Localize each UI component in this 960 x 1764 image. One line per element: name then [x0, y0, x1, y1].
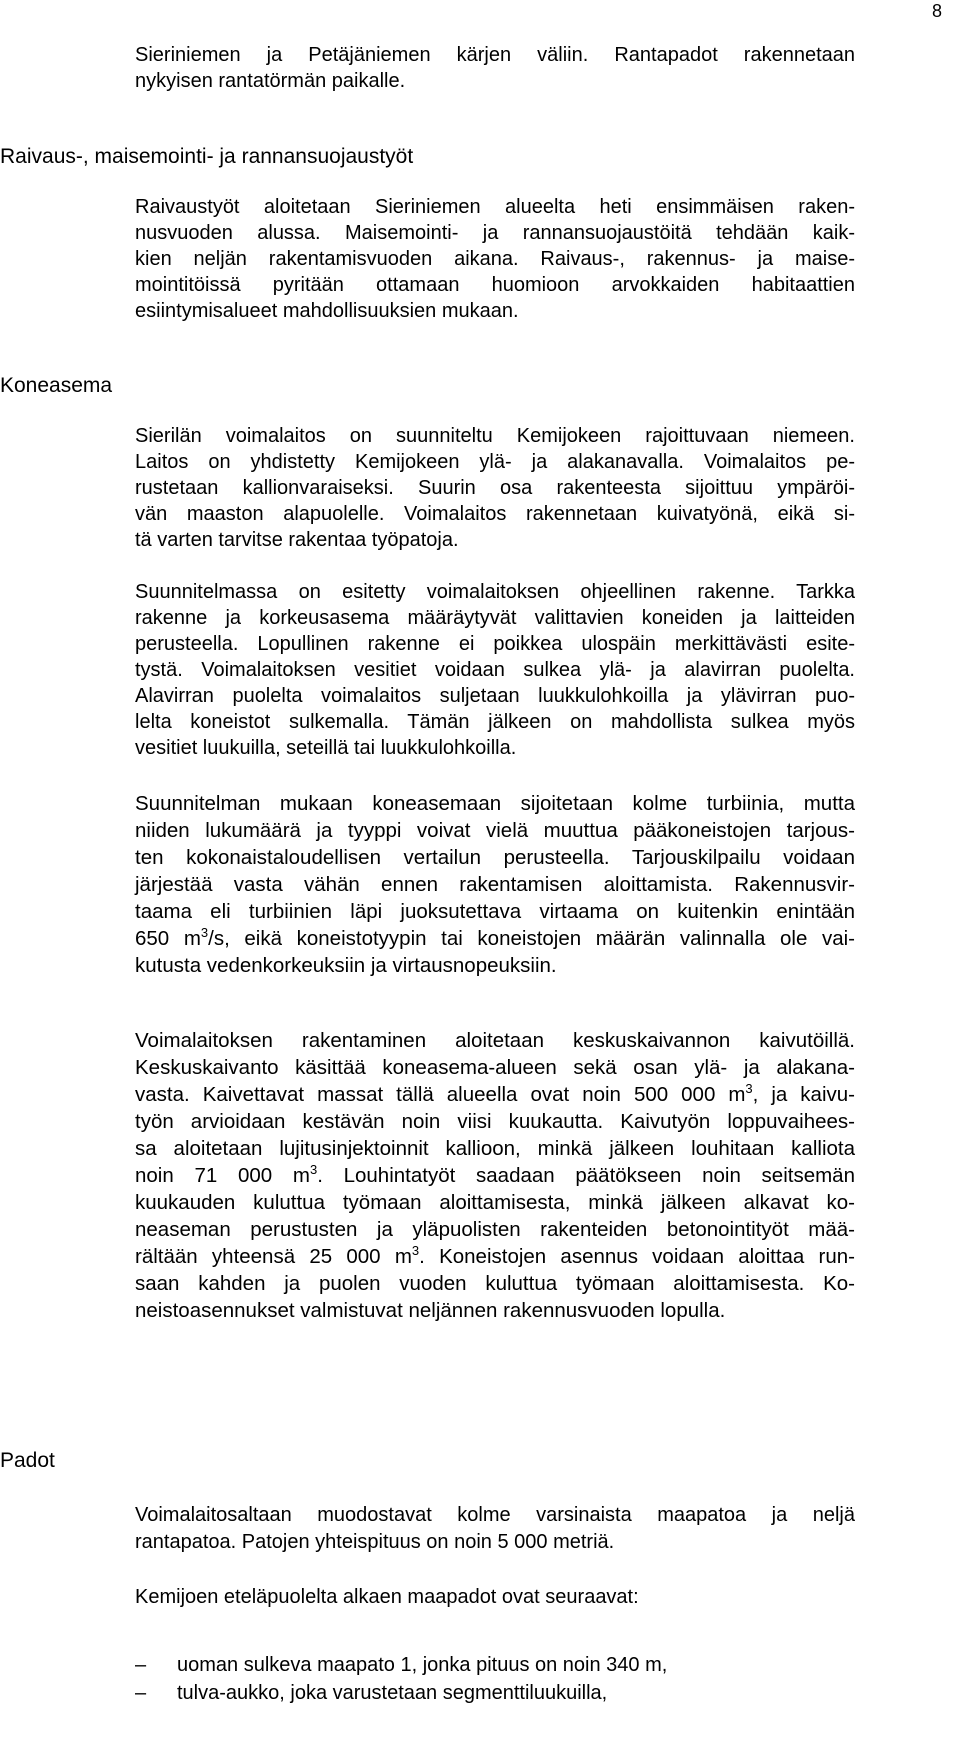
text-line: järjestää vasta vähän ennen rakentamisen aloittamista. Rakennusvir-	[135, 873, 855, 896]
text-line: rakenne ja korkeusasema määräytyvät valittavien koneiden ja laitteiden	[135, 607, 855, 629]
koneasema-paragraph-2	[135, 579, 855, 761]
padot-paragraph-1	[135, 1502, 855, 1556]
koneasema-paragraph-4	[135, 1027, 855, 1324]
text-line: saan kahden ja puolen vuoden kuluttua työmaan aloittamisesta. Ko-	[135, 1272, 855, 1295]
text-fragment: /s, eikä koneistotyypin tai koneistojen määrän valinnalla ole vai-	[208, 927, 855, 950]
text-line	[135, 1081, 855, 1108]
dam-list	[135, 1651, 667, 1707]
text-line	[135, 925, 855, 952]
text-line	[135, 1243, 855, 1270]
text-fragment: . Koneistojen asennus voidaan aloittaa run-	[419, 1245, 856, 1268]
text-line: Laitos on yhdistetty Kemijokeen ylä- ja alakanavalla. Voimalaitos pe-	[135, 451, 855, 473]
section-heading-koneasema: Koneasema	[0, 374, 113, 397]
text-line: mointitöissä pyritään ottamaan huomioon arvokkaiden habitaattien	[135, 274, 855, 296]
text-line: kuukauden kuluttua työmaan aloittamisesta, minkä jälkeen alkavat ko-	[135, 1191, 855, 1214]
intro-paragraph	[135, 42, 855, 94]
text-line: Alavirran puolelta voimalaitos suljetaan luukkulohkoilla ja ylävirran puo-	[135, 685, 855, 707]
text-fragment: , ja kaivu-	[752, 1083, 855, 1106]
text-line: rantapatoa. Patojen yhteispituus on noin 5 000 metriä.	[135, 1531, 615, 1553]
text-line: nykyisen rantatörmän paikalle.	[135, 70, 406, 92]
text-line: Suunnitelmassa on esitetty voimalaitoksen ohjeellinen rakenne. Tarkka	[135, 581, 855, 603]
raivaus-paragraph	[135, 194, 855, 324]
list-item	[135, 1651, 667, 1679]
section-heading-raivaus: Raivaus-, maisemointi- ja rannansuojaustyöt	[0, 145, 414, 168]
text-line: vesitiet luukuilla, seteillä tai luukkulohkoilla.	[135, 737, 517, 759]
text-line: Voimalaitosaltaan muodostavat kolme varsinaista maapatoa ja neljä	[135, 1504, 855, 1526]
text-line: lelta koneistot sulkemalla. Tämän jälkeen on mahdollista sulkea myös	[135, 711, 855, 733]
text-line: Suunnitelman mukaan koneasemaan sijoitetaan kolme turbiinia, mutta	[135, 792, 855, 815]
text-fragment: 650 m	[135, 927, 201, 950]
list-dash: –	[135, 1654, 147, 1676]
text-line: Voimalaitoksen rakentaminen aloitetaan keskuskaivannon kaivutöillä.	[135, 1029, 855, 1052]
koneasema-paragraph-3	[135, 790, 855, 979]
text-fragment: . Louhintatyöt saadaan päätökseen noin seitsemän	[317, 1164, 855, 1187]
text-line: Raivaustyöt aloitetaan Sieriniemen alueelta heti ensimmäisen raken-	[135, 196, 855, 218]
text-line: nusvuoden alussa. Maisemointi- ja rannansuojaustöitä tehdään kaik-	[135, 222, 855, 244]
text-line: Sierilän voimalaitos on suunniteltu Kemijokeen rajoittuvaan niemeen.	[135, 425, 855, 447]
text-line	[135, 1162, 855, 1189]
page-number: 8	[931, 1, 942, 21]
text-line: sa aloitetaan lujitusinjektoinnit kallioon, minkä jälkeen louhitaan kalliota	[135, 1137, 855, 1160]
text-line: ten kokonaistaloudellisen vertailun perusteella. Tarjouskilpailu voidaan	[135, 846, 855, 869]
text-line: Sieriniemen ja Petäjäniemen kärjen väliin. Rantapadot rakennetaan	[135, 44, 855, 66]
list-item	[135, 1679, 667, 1707]
text-line: työn arvioidaan kestävän noin viisi kuukautta. Kaivutyön loppuvaihees-	[135, 1110, 855, 1133]
superscript: 3	[309, 1162, 318, 1178]
koneasema-paragraph-1	[135, 423, 855, 553]
superscript: 3	[200, 925, 209, 941]
text-line: perusteella. Lopullinen rakenne ei poikkea ulospäin merkittävästi esite-	[135, 633, 855, 655]
superscript: 3	[745, 1081, 753, 1097]
text-line: taama eli turbiinien läpi juoksutettava virtaama on kuitenkin enintään	[135, 900, 855, 923]
padot-paragraph-2: Kemijoen eteläpuolelta alkaen maapadot ovat seuraavat:	[135, 1586, 639, 1608]
text-line: neistoasennukset valmistuvat neljännen rakennusvuoden lopulla.	[135, 1299, 726, 1322]
list-dash: –	[135, 1682, 147, 1704]
text-line: neaseman perustusten ja yläpuolisten rakenteiden betonointityöt mää-	[135, 1218, 855, 1241]
text-line: rustetaan kallionvaraiseksi. Suurin osa rakenteesta sijoittuu ympäröi-	[135, 477, 855, 499]
list-item-text: tulva-aukko, joka varustetaan segmenttiluukuilla,	[177, 1682, 608, 1704]
text-line: tä varten tarvitse rakentaa työpatoja.	[135, 529, 459, 551]
superscript: 3	[411, 1243, 420, 1259]
list-item-text: uoman sulkeva maapato 1, jonka pituus on noin 340 m,	[177, 1654, 668, 1676]
section-heading-padot: Padot	[0, 1449, 55, 1472]
text-fragment: vasta. Kaivettavat massat tällä alueella ovat noin 500 000 m	[135, 1083, 746, 1106]
text-line: Keskuskaivanto käsittää koneasema-alueen sekä osan ylä- ja alakana-	[135, 1056, 855, 1079]
text-line: kien neljän rakentamisvuoden aikana. Raivaus-, rakennus- ja maise-	[135, 248, 855, 270]
text-line: tystä. Voimalaitoksen vesitiet voidaan sulkea ylä- ja alavirran puolelta.	[135, 659, 855, 681]
text-fragment: noin 71 000 m	[135, 1164, 310, 1187]
text-line: kutusta vedenkorkeuksiin ja virtausnopeuksiin.	[135, 954, 557, 977]
text-line: esiintymisalueet mahdollisuuksien mukaan.	[135, 300, 519, 322]
text-fragment: rältään yhteensä 25 000 m	[135, 1245, 412, 1268]
text-line: niiden lukumäärä ja tyyppi voivat vielä muuttua pääkoneistojen tarjous-	[135, 819, 855, 842]
text-line: vän maaston alapuolelle. Voimalaitos rakennetaan kuivatyönä, eikä si-	[135, 503, 855, 525]
